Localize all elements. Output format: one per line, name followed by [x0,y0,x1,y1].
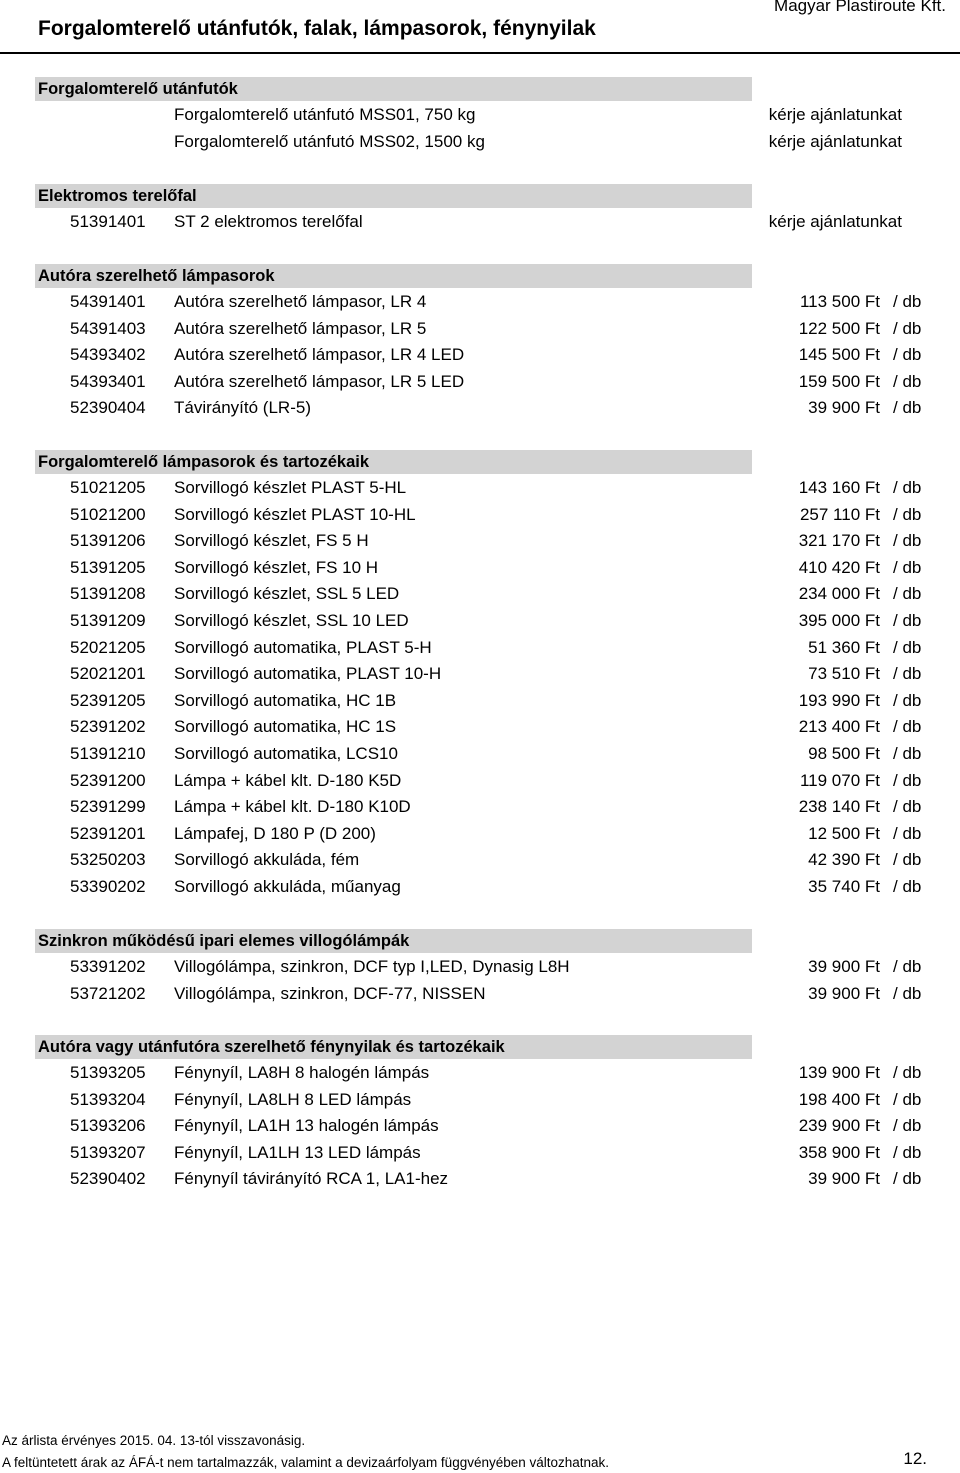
product-name: Sorvillogó automatika, PLAST 10-H [174,664,442,684]
product-code: 51391210 [70,744,146,763]
price-unit: / db [893,611,922,630]
product-code: 52391201 [70,823,146,843]
product-code: 53390202 [70,877,146,896]
product-price: 239 900 Ft [798,1116,880,1136]
section-title: Autóra szerelhető lámpasorok [35,264,752,288]
price-row [0,981,960,1007]
product-name: Lámpafej, D 180 P (D 200) [174,823,376,843]
product-price: 39 900 Ft [808,983,880,1003]
product-code: 53391202 [70,957,146,976]
vat-note: A feltüntetett árak az ÁFÁ-t nem tartalmazzák, valamint a devizaárfolyam függvényében változhatnak. [2,1455,610,1470]
product-price: 321 170 Ft [798,531,880,551]
product-code: 52021205 [70,637,146,657]
product-name: Sorvillogó akkuláda, műanyag [174,877,401,896]
product-code: 52391200 [70,770,146,790]
product-code: 51391208 [70,584,146,604]
price-unit: / db [893,1063,922,1082]
product-price: 145 500 Ft [798,345,880,365]
product-name: Sorvillogó készlet, SSL 5 LED [174,584,400,604]
product-name: Sorvillogó készlet, SSL 10 LED [174,611,409,630]
price-unit: / db [893,797,922,817]
price-row [0,342,960,368]
product-price: 193 990 Ft [798,690,880,710]
price-row [0,1060,960,1086]
product-name: Fénynyíl, LA8LH 8 LED lámpás [174,1089,412,1109]
product-price: 198 400 Ft [798,1089,880,1109]
price-unit: / db [893,957,922,976]
page-header [0,0,960,54]
price-row [0,475,960,501]
price-row [0,581,960,607]
price-row [0,528,960,554]
product-price: 238 140 Ft [798,797,880,817]
section-title: Autóra vagy utánfutóra szerelhető fénynyilak és tartozékaik [35,1035,752,1059]
product-code: 51393205 [70,1063,146,1082]
product-code: 51391401 [70,212,146,231]
price-row [0,821,960,847]
product-code: 51393204 [70,1089,146,1109]
page-number: 12. [903,1449,927,1468]
product-code: 51393206 [70,1116,146,1136]
product-price: 98 500 Ft [808,744,880,763]
section-title: Elektromos terelőfal [35,184,752,208]
price-unit: / db [893,664,922,684]
price-unit: / db [893,345,922,365]
product-price: 159 500 Ft [798,371,880,391]
product-name: Sorvillogó akkuláda, fém [174,850,360,870]
price-row [0,555,960,581]
document-title: Forgalomterelő utánfutók, falak, lámpasorok, fénynyilak [38,17,596,40]
product-code: 54391403 [70,318,146,338]
price-unit: / db [893,398,922,418]
product-name: Sorvillogó készlet PLAST 10-HL [174,504,416,524]
price-row [0,369,960,395]
price-unit: / db [893,744,922,763]
price-unit: / db [893,531,922,551]
product-code: 52021201 [70,664,146,684]
product-price: 73 510 Ft [808,664,880,684]
price-row [0,209,960,235]
product-price: 213 400 Ft [798,717,880,737]
price-row [0,874,960,900]
price-unit: / db [893,1116,922,1136]
price-unit: / db [893,371,922,391]
product-code: 51391205 [70,557,146,577]
price-row [0,635,960,661]
company-name: Magyar Plastiroute Kft. [774,0,946,15]
price-row [0,1140,960,1166]
product-code: 51393207 [70,1142,146,1162]
product-name: Sorvillogó automatika, HC 1B [174,690,397,710]
price-unit: / db [893,557,922,577]
product-price: 42 390 Ft [808,850,880,870]
section-title: Forgalomterelő lámpasorok és tartozékaik [35,450,752,474]
price-row [0,688,960,714]
product-code: 51391209 [70,611,146,630]
price-row [0,129,960,155]
product-price: 234 000 Ft [798,584,880,604]
price-unit: / db [893,1169,922,1189]
price-unit: / db [893,717,922,737]
price-row [0,395,960,421]
product-price: 119 070 Ft [799,770,880,790]
price-unit: / db [893,1142,922,1162]
product-name: Autóra szerelhető lámpasor, LR 4 LED [174,345,465,365]
product-price: 113 500 Ft [799,292,880,311]
product-name: Lámpa + kábel klt. D-180 K10D [174,797,411,817]
product-name: Fénynyíl távirányító RCA 1, LA1-hez [174,1169,449,1189]
price-unit: / db [893,318,922,338]
product-code: 54393402 [70,345,146,365]
price-unit: / db [893,690,922,710]
product-price: kérje ajánlatunkat [768,212,902,231]
product-price: 51 360 Ft [808,637,880,657]
product-price: 395 000 Ft [798,611,880,630]
product-code: 52390402 [70,1169,146,1189]
product-code: 54393401 [70,371,146,391]
product-name: Fénynyíl, LA1LH 13 LED lámpás [174,1142,421,1162]
product-price: kérje ajánlatunkat [768,131,902,151]
product-name: Sorvillogó automatika, HC 1S [174,717,397,737]
price-row [0,794,960,820]
price-unit: / db [893,504,922,524]
product-name: Sorvillogó automatika, PLAST 5-H [174,637,432,657]
product-price: 39 900 Ft [808,957,880,976]
price-unit: / db [893,823,922,843]
product-name: Villogólámpa, szinkron, DCF-77, NISSEN [174,983,486,1003]
product-name: Sorvillogó készlet, FS 5 H [174,531,369,551]
product-price: 358 900 Ft [798,1142,880,1162]
price-row [0,502,960,528]
section-title: Szinkron működésű ipari elemes villogólámpák [35,929,752,953]
price-row [0,1113,960,1139]
product-price: 410 420 Ft [798,557,880,577]
price-unit: / db [893,877,922,896]
price-unit: / db [893,1089,922,1109]
product-price: 35 740 Ft [808,877,880,896]
product-name: ST 2 elektromos terelőfal [174,212,363,231]
section-title: Forgalomterelő utánfutók [35,77,752,101]
price-row [0,741,960,767]
product-name: Lámpa + kábel klt. D-180 K5D [174,770,402,790]
price-unit: / db [893,770,922,790]
product-name: Sorvillogó készlet PLAST 5-HL [174,478,407,497]
product-price: 39 900 Ft [808,1169,880,1189]
price-unit: / db [893,983,922,1003]
price-row [0,608,960,634]
price-row [0,316,960,342]
price-row [0,768,960,794]
price-row [0,289,960,315]
price-unit: / db [893,292,922,311]
product-code: 51021200 [70,504,146,524]
product-name: Autóra szerelhető lámpasor, LR 5 LED [174,371,465,391]
product-code: 51391206 [70,531,146,551]
product-price: 143 160 Ft [798,478,880,497]
price-row [0,1166,960,1192]
price-unit: / db [893,584,922,604]
product-name: Autóra szerelhető lámpasor, LR 4 [174,292,427,311]
product-price: 122 500 Ft [798,318,880,338]
product-code: 54391401 [70,292,146,311]
product-name: Autóra szerelhető lámpasor, LR 5 [174,318,427,338]
product-code: 51021205 [70,478,146,497]
product-name: Távirányító (LR-5) [174,398,311,418]
product-name: Sorvillogó készlet, FS 10 H [174,557,379,577]
price-row [0,714,960,740]
product-price: kérje ajánlatunkat [768,105,902,124]
price-row [0,661,960,687]
product-code: 52390404 [70,398,146,418]
price-unit: / db [893,850,922,870]
price-row [0,954,960,980]
product-price: 257 110 Ft [799,504,880,524]
product-price: 12 500 Ft [808,823,880,843]
price-row [0,102,960,128]
product-code: 52391299 [70,797,146,817]
price-row [0,847,960,873]
product-name: Sorvillogó automatika, LCS10 [174,744,398,763]
product-name: Fénynyíl, LA8H 8 halogén lámpás [174,1063,430,1082]
product-code: 53250203 [70,850,146,870]
product-price: 39 900 Ft [808,398,880,418]
price-unit: / db [893,637,922,657]
price-unit: / db [893,478,922,497]
price-row [0,1087,960,1113]
product-code: 52391205 [70,690,146,710]
validity-note: Az árlista érvényes 2015. 04. 13-tól visszavonásig. [2,1433,306,1448]
product-name: Fénynyíl, LA1H 13 halogén lámpás [174,1116,439,1136]
product-name: Forgalomterelő utánfutó MSS01, 750 kg [174,105,476,124]
product-name: Forgalomterelő utánfutó MSS02, 1500 kg [174,131,485,151]
product-price: 139 900 Ft [798,1063,880,1082]
product-code: 53721202 [70,983,146,1003]
product-code: 52391202 [70,717,146,737]
product-name: Villogólámpa, szinkron, DCF typ I,LED, Dynasig L8H [174,957,570,976]
